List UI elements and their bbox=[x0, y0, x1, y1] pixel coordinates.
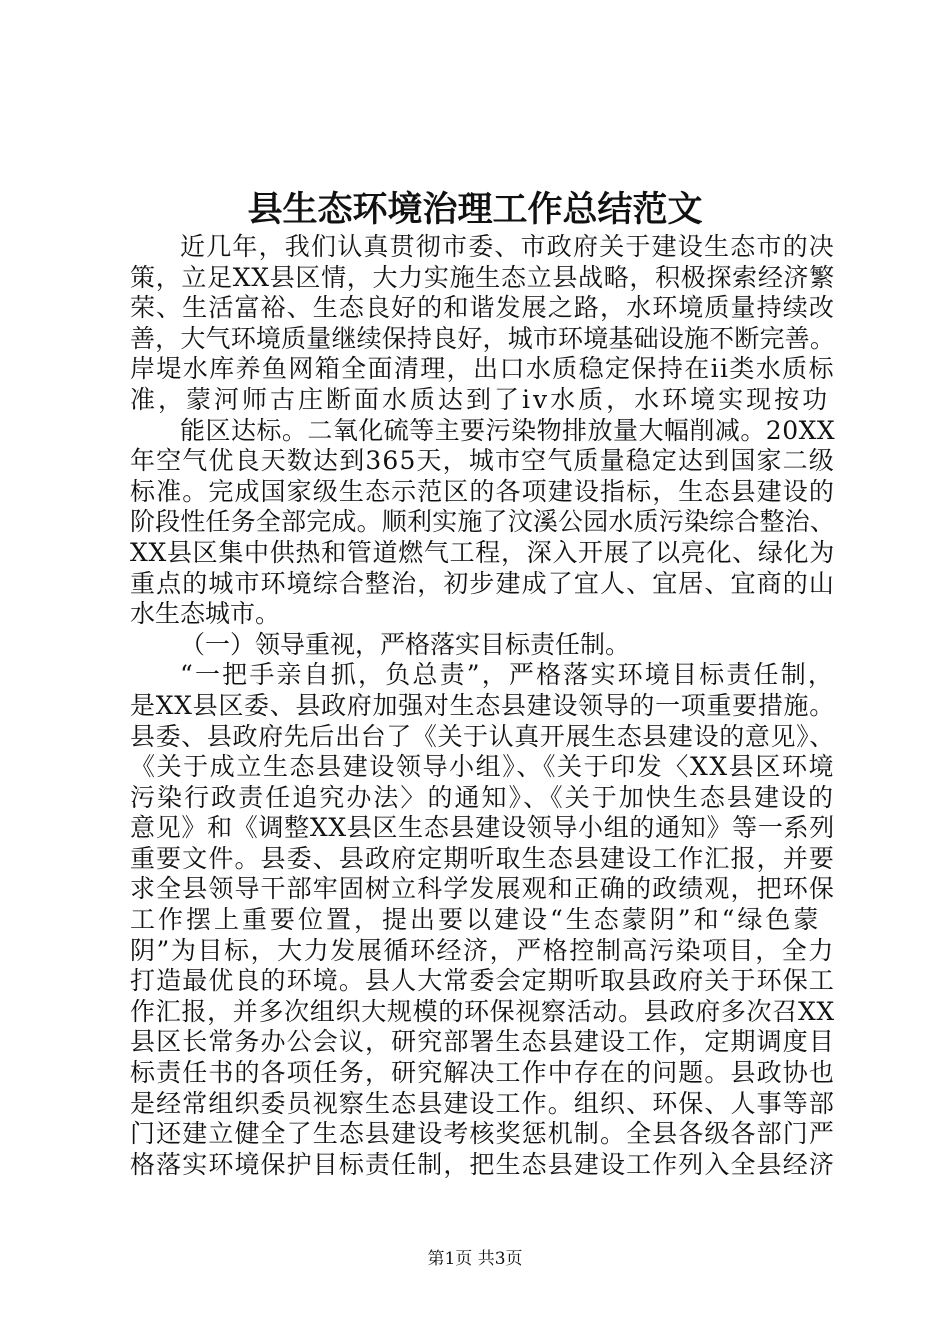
text-line: 工作摆上重要位置，提出要以建设“生态蒙阴”和“绿色蒙 bbox=[130, 905, 822, 935]
text-line: 标准。完成国家级生态示范区的各项建设指标，生态县建设的 bbox=[130, 476, 835, 506]
text-line: 标责任书的各项任务，研究解决工作中存在的问题。县政协也 bbox=[130, 1058, 835, 1088]
text-line: 岸堤水库养鱼网箱全面清理，出口水质稳定保持在ii类水质标 bbox=[130, 354, 835, 384]
text-line: 重要文件。县委、县政府定期听取生态县建设工作汇报，并要 bbox=[130, 843, 835, 873]
text-line: 重点的城市环境综合整治，初步建成了宜人、宜居、宜商的山 bbox=[130, 568, 835, 598]
text-line: 是XX县区委、县政府加强对生态县建设领导的一项重要措施。 bbox=[130, 690, 835, 720]
text-line: 阴”为目标，大力发展循环经济，严格控制高污染项目，全力 bbox=[130, 935, 835, 965]
text-line: XX县区集中供热和管道燃气工程，深入开展了以亮化、绿化为 bbox=[130, 537, 835, 567]
text-line: 年空气优良天数达到365天，城市空气质量稳定达到国家二级 bbox=[130, 446, 835, 476]
text-line: “一把手亲自抓，负总责”，严格落实环境目标责任制， bbox=[180, 660, 835, 690]
text-line: 门还建立健全了生态县建设考核奖惩机制。全县各级各部门严 bbox=[130, 1119, 835, 1149]
text-line: 能区达标。二氧化硫等主要污染物排放量大幅削减。20XX bbox=[180, 415, 835, 445]
page-footer: 第1页 共3页 bbox=[427, 1249, 523, 1269]
text-line: 县区长常务办公会议，研究部署生态县建设工作，定期调度目 bbox=[130, 1027, 835, 1057]
text-line: 荣、生活富裕、生态良好的和谐发展之路，水环境质量持续改 bbox=[130, 293, 835, 323]
text-line: 阶段性任务全部完成。顺利实施了汶溪公园水质污染综合整治、 bbox=[130, 507, 835, 537]
text-line: 格落实环境保护目标责任制，把生态县建设工作列入全县经济 bbox=[130, 1149, 835, 1179]
text-line: 作汇报，并多次组织大规模的环保视察活动。县政府多次召XX bbox=[130, 996, 835, 1026]
text-line: 近几年，我们认真贯彻市委、市政府关于建设生态市的决 bbox=[180, 232, 835, 261]
text-line: 县委、县政府先后出台了《关于认真开展生态县建设的意见》、 bbox=[130, 721, 835, 751]
text-line: 策，立足XX县区情，大力实施生态立县战略，积极探索经济繁 bbox=[130, 262, 835, 292]
document-title: 县生态环境治理工作总结范文 bbox=[247, 189, 703, 230]
text-line: 意见》和《调整XX县区生态县建设领导小组的通知》等一系列 bbox=[130, 813, 835, 843]
document-body bbox=[130, 232, 835, 1180]
text-line: 水生态城市。 bbox=[130, 599, 281, 629]
text-line: 是经常组织委员视察生态县建设工作。组织、环保、人事等部 bbox=[130, 1088, 835, 1118]
text-line: 污染行政责任追究办法〉的通知》、《关于加快生态县建设的 bbox=[130, 782, 835, 812]
text-line: （一）领导重视，严格落实目标责任制。 bbox=[180, 629, 631, 659]
text-line: 准，蒙河师古庄断面水质达到了iv水质，水环境实现按功 bbox=[130, 384, 831, 414]
text-line: 打造最优良的环境。县人大常委会定期听取县政府关于环保工 bbox=[130, 966, 835, 996]
text-line: 善，大气环境质量继续保持良好，城市环境基础设施不断完善。 bbox=[130, 323, 835, 353]
text-line: 《关于成立生态县建设领导小组》、《关于印发〈XX县区环境 bbox=[130, 752, 835, 782]
text-line: 求全县领导干部牢固树立科学发展观和正确的政绩观，把环保 bbox=[130, 874, 835, 904]
